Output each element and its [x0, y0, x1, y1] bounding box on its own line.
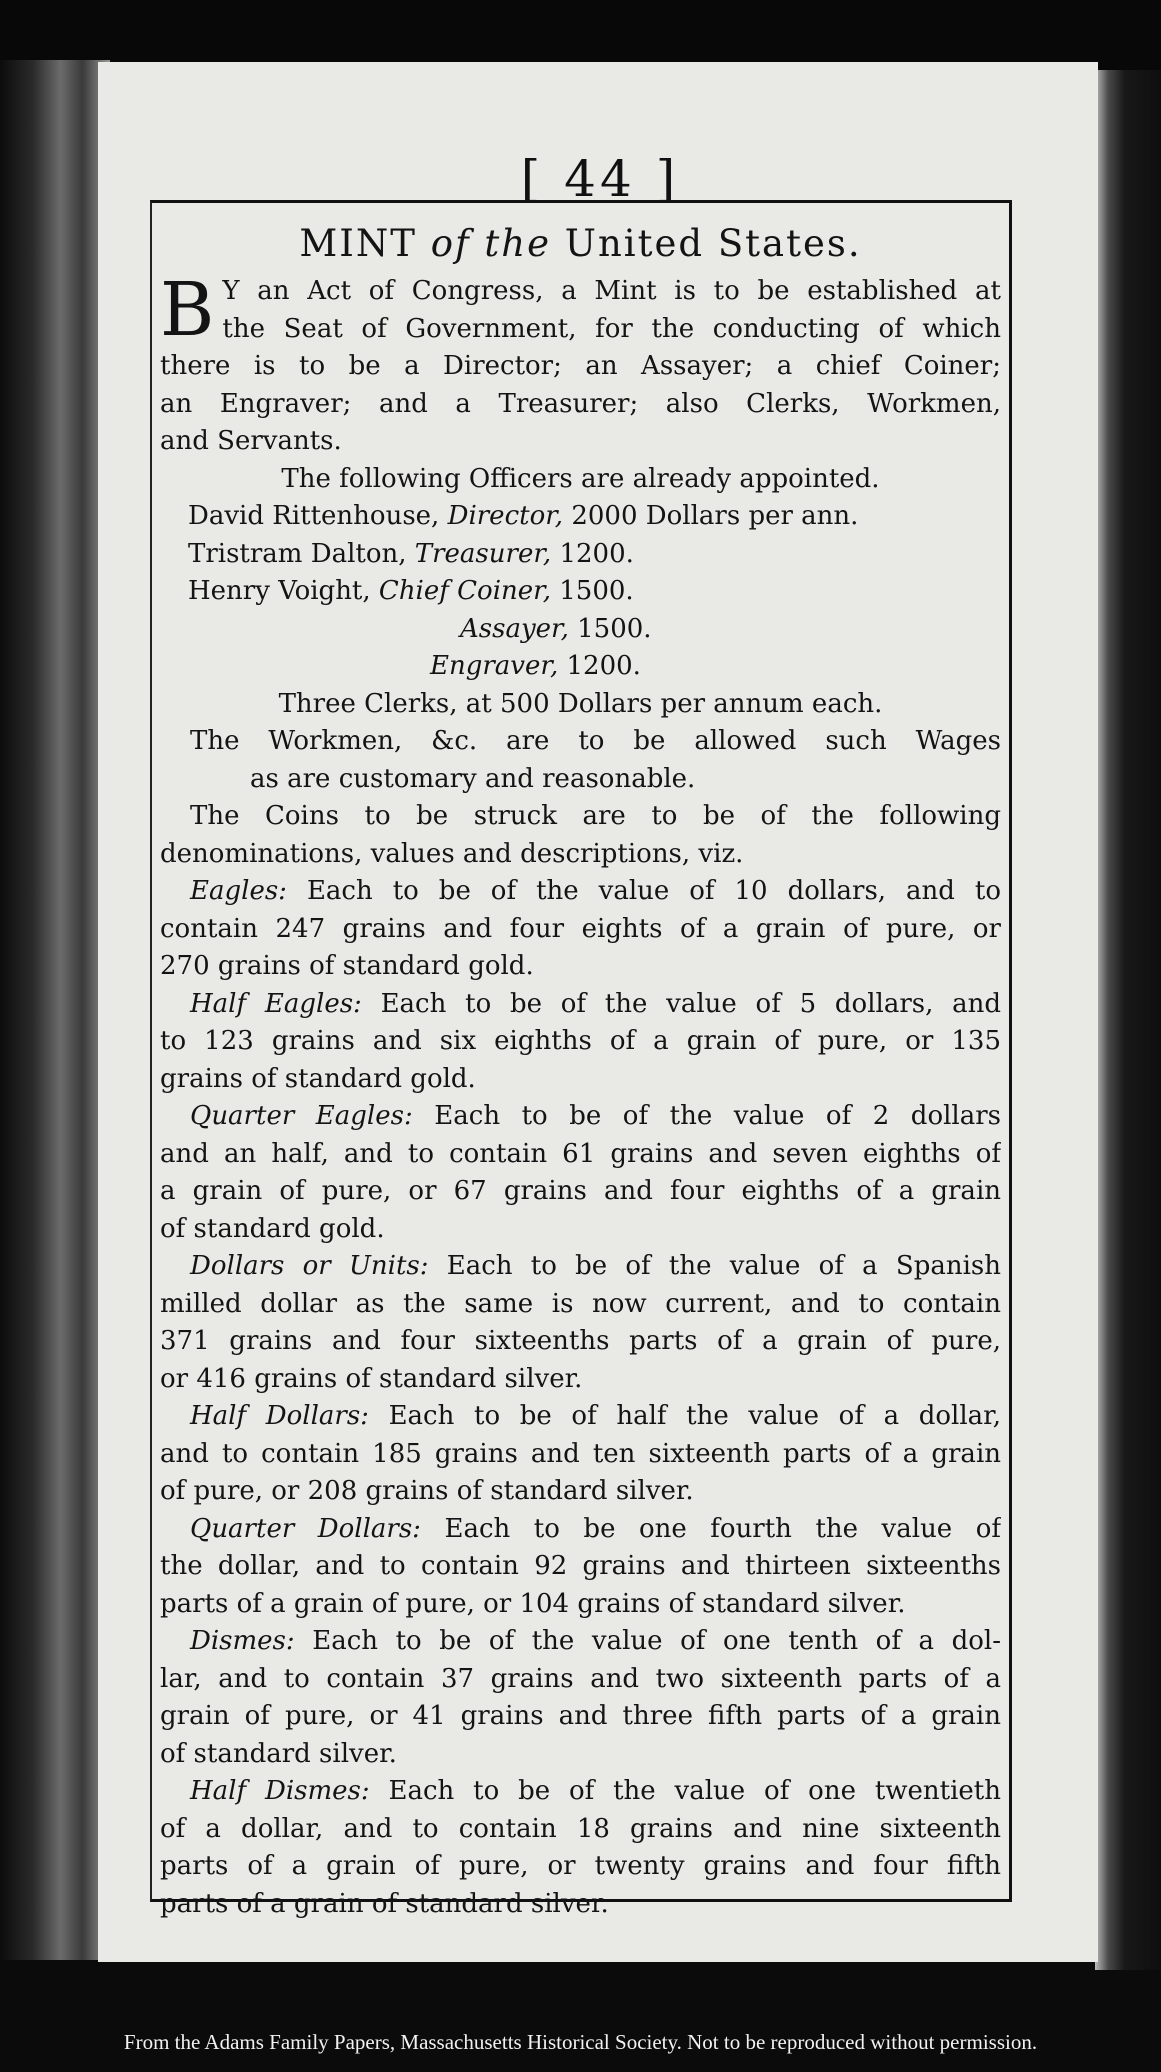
coin-name: Dismes:: [190, 1626, 295, 1656]
coin-entry: [160, 1398, 1001, 1511]
intro-paragraph: [160, 267, 1001, 461]
coin-text: parts of a grain of standard silver.: [160, 1888, 609, 1919]
coin-entry: [160, 1248, 1001, 1398]
coin-text: or 416 grains of standard silver.: [160, 1363, 583, 1394]
coin-line: [160, 1098, 1001, 1136]
coin-line: [160, 1548, 1001, 1586]
coin-name: Quarter Dollars:: [190, 1513, 421, 1544]
officer-title: Engraver,: [430, 651, 559, 681]
workmen-line: as are customary and reasonable.: [250, 763, 696, 794]
title-of-the: of the: [430, 222, 552, 265]
coin-text: a grain of pure, or 67 grains and four eighths of a grain: [160, 1176, 1001, 1206]
coin-entry: [160, 1773, 1001, 1923]
coin-line: [160, 1511, 1001, 1549]
officer-row: [160, 611, 1001, 649]
coin-line: [160, 1361, 1001, 1399]
officer-pay: 1500.: [559, 576, 634, 606]
officer-name: Henry Voight,: [188, 576, 371, 606]
coin-text: to 123 grains and six eighths of a grain of pure, or 135: [160, 1026, 1001, 1056]
officer-pay: 2000 Dollars per ann.: [571, 501, 859, 531]
coin-text: of pure, or 208 grains of standard silver.: [160, 1476, 694, 1506]
coins-list: [160, 873, 1001, 1923]
coin-text: Each to be of the value of 10 dollars, and to: [306, 876, 1001, 906]
drop-cap: B: [160, 267, 215, 353]
officers-heading: The following Officers are already appointed.: [281, 463, 880, 494]
coin-line: [160, 1473, 1001, 1511]
coin-entry: [160, 1511, 1001, 1624]
coin-entry: [160, 1098, 1001, 1248]
officer-pay: 1200.: [566, 651, 641, 681]
coin-line: [160, 911, 1001, 949]
coin-line: [160, 1061, 1001, 1099]
coin-text: Each to be of the value of 5 dollars, and: [380, 988, 1001, 1019]
coin-line: [160, 1398, 1001, 1436]
coin-line: [160, 1286, 1001, 1324]
coin-name: Quarter Eagles:: [190, 1101, 413, 1131]
intro-line: and Servants.: [160, 426, 342, 456]
coin-line: [160, 986, 1001, 1024]
coin-line: [160, 1173, 1001, 1211]
workmen-line: The Workmen, &c. are to be allowed such Wages: [190, 726, 1001, 756]
title-mint: MINT: [299, 222, 417, 265]
officer-pay: 1500.: [577, 613, 652, 644]
coin-line: [160, 873, 1001, 911]
coin-line: [160, 1323, 1001, 1361]
coin-name: Dollars or Units:: [190, 1251, 429, 1281]
page-title: [160, 219, 1001, 269]
coin-text: of a dollar, and to contain 18 grains and nine sixteenth: [160, 1813, 1001, 1844]
officer-name: David Rittenhouse,: [188, 501, 440, 531]
coin-line: [160, 1586, 1001, 1624]
coin-line: [160, 1773, 1001, 1811]
coin-text: of standard gold.: [160, 1213, 385, 1244]
officer-row: [160, 573, 1001, 611]
officer-title: Director,: [447, 501, 564, 531]
officer-row: [160, 536, 1001, 574]
officer-title: Treasurer,: [414, 538, 552, 569]
coin-text: 270 grains of standard gold.: [160, 951, 534, 981]
scan-top-band: [0, 0, 1161, 70]
coin-line: [160, 1023, 1001, 1061]
page-number: [ 44 ]: [520, 150, 680, 208]
coin-text: 371 grains and four sixteenths parts of a grain of pure,: [160, 1326, 1001, 1356]
coin-text: and to contain 185 grains and ten sixteenth parts of a grain: [160, 1438, 1001, 1469]
book-left-edge: [0, 60, 110, 1960]
coin-text: Each to be of the value of a Spanish: [446, 1251, 1001, 1281]
coin-text: contain 247 grains and four eights of a grain of pure, or: [160, 913, 1001, 944]
officers-list: [160, 498, 1001, 686]
coin-name: Half Dismes:: [190, 1776, 370, 1806]
coin-line: [160, 1211, 1001, 1249]
coin-text: parts of a grain of pure, or twenty grains and four fifth: [160, 1851, 1001, 1881]
coin-line: [160, 1736, 1001, 1774]
coin-line: [160, 948, 1001, 986]
coin-text: of standard silver.: [160, 1738, 397, 1769]
coin-text: Each to be of half the value of a dollar,: [388, 1401, 1001, 1431]
intro-line: an Engraver; and a Treasurer; also Clerks, Workmen,: [160, 388, 1001, 419]
coin-text: Each to be of the value of 2 dollars: [434, 1101, 1001, 1131]
clerks-line: Three Clerks, at 500 Dollars per annum each.: [278, 688, 883, 719]
officer-title: Chief Coiner,: [378, 576, 551, 606]
title-united-states: United States.: [564, 222, 862, 265]
coin-text: lar, and to contain 37 grains and two sixteenth parts of a: [160, 1663, 1001, 1694]
coin-line: [160, 1436, 1001, 1474]
coin-text: parts of a grain of pure, or 104 grains of standard silver.: [160, 1588, 906, 1619]
coin-line: [160, 1886, 1001, 1924]
book-right-edge: [1095, 70, 1161, 1970]
intro-line: the Seat of Government, for the conducting of which: [222, 313, 1001, 344]
coin-line: [160, 1623, 1001, 1661]
coin-text: the dollar, and to contain 92 grains and thirteen sixteenths: [160, 1551, 1001, 1581]
coin-name: Half Dollars:: [190, 1401, 369, 1431]
coin-text: Each to be of the value of one tenth of a dol-: [312, 1626, 1001, 1656]
coin-entry: [160, 873, 1001, 986]
coin-name: Eagles:: [190, 876, 287, 906]
officer-row: [160, 498, 1001, 536]
coin-text: grains of standard gold.: [160, 1063, 476, 1094]
coin-line: [160, 1698, 1001, 1736]
coins-intro-line: denominations, values and descriptions, viz.: [160, 838, 744, 869]
officer-name: Tristram Dalton,: [188, 538, 407, 569]
coin-text: milled dollar as the same is now current, and to contain: [160, 1288, 1001, 1319]
text-box: [150, 200, 1012, 1919]
coin-text: and an half, and to contain 61 grains and seven eighths of: [160, 1138, 1001, 1169]
coin-entry: [160, 986, 1001, 1099]
coin-text: Each to be of the value of one twentieth: [388, 1776, 1001, 1806]
coin-name: Half Eagles:: [190, 988, 362, 1019]
coin-line: [160, 1848, 1001, 1886]
officer-row: [160, 648, 1001, 686]
coin-line: [160, 1248, 1001, 1286]
coin-text: grain of pure, or 41 grains and three fifth parts of a grain: [160, 1701, 1001, 1731]
footer-permission: From the Adams Family Papers, Massachusetts Historical Society. Not to be reproduced without permission.: [123, 2030, 1038, 2054]
coin-line: [160, 1661, 1001, 1699]
coin-entry: [160, 1623, 1001, 1773]
coin-line: [160, 1811, 1001, 1849]
coin-text: Each to be one fourth the value of: [444, 1513, 1001, 1544]
officer-title: Assayer,: [460, 613, 569, 644]
coin-line: [160, 1136, 1001, 1174]
intro-line: Y an Act of Congress, a Mint is to be established at: [222, 276, 1001, 306]
intro-line: there is to be a Director; an Assayer; a chief Coiner;: [160, 351, 1001, 381]
officer-pay: 1200.: [559, 538, 634, 569]
coins-intro-line: The Coins to be struck are to be of the following: [190, 801, 1001, 831]
